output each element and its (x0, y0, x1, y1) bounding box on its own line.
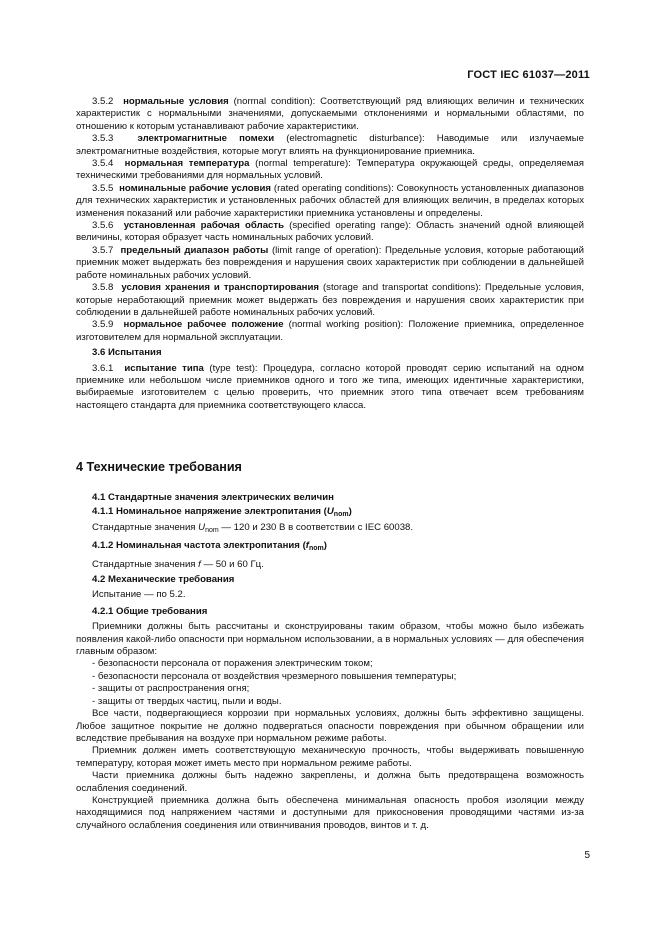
clause-number: 3.5.2 (92, 96, 114, 107)
heading-text: ) (348, 506, 352, 518)
clause-number: 3.5.4 (92, 158, 114, 170)
paragraph (76, 745, 584, 770)
text: — 120 и 230 В в соответствии с IEC 60038. (218, 521, 414, 533)
text: Испытание — по 5.2. (92, 589, 186, 601)
definition-3-5-5 (76, 183, 584, 220)
subscript: nom (308, 545, 324, 553)
definition-3-5-3 (76, 133, 584, 158)
clause-number: 3.5.9 (92, 319, 114, 331)
term: испытание типа (124, 362, 204, 374)
definition-text: (normal condition): Соответствующий ряд влияющих величин и технических характеристик с нормальными значениями, допускаемыми отклонениями и нормальными областями, по отношению к которым устанавливают рабочие характеристики. (76, 96, 584, 132)
term: нормальные условия (123, 96, 229, 107)
section-4-1-1-heading (76, 506, 584, 521)
definition-3-5-6 (76, 220, 584, 245)
definition-text: (normal temperature): Температура окружающей среды, определяемая техническими требованиями для нормальных условий. (76, 158, 584, 182)
heading-text: ) (323, 540, 327, 552)
text: Приемники должны быть рассчитаны и сконструированы таким образом, чтобы можно было избежать появления какой-либо опасности при нормальном использовании, а в нормальных условиях — для обеспечения главным образом: (76, 621, 584, 658)
definition-3-5-4 (76, 158, 584, 183)
subscript: nom (333, 511, 349, 519)
heading-text: 4.2 Механические требования (92, 574, 235, 586)
definition-text: (normal working position): Положение приемника, определенное изготовителем для нормальной эксплуатации. (76, 319, 584, 343)
clause-number: 3.6.1 (92, 362, 114, 374)
heading-text: 4.2.1 Общие требования (92, 605, 208, 617)
clause-number: 3.5.3 (92, 133, 114, 145)
definition-text: (rated operating conditions): Совокупность установленных диапазонов для технических характеристик и установленных рабочих областей для влияющих величин, в пределах которых изменения показаний или рабочие характеристики приемника установлены и определены. (76, 182, 584, 219)
heading-text: 4.1.1 Номинальное напряжение электропитания ( (92, 506, 327, 518)
list-item (76, 696, 584, 708)
text: - защиты от твердых частиц, пыли и воды. (92, 695, 282, 707)
text: Части приемника должны быть надежно закреплены, и должна быть предотвращена возможность ослабления соединений. (76, 770, 584, 794)
term: нормальное рабочее положение (123, 319, 284, 331)
definition-3-5-2 (76, 96, 584, 133)
text: - безопасности персонала от воздействия чрезмерного повышения температуры; (92, 670, 457, 682)
paragraph (76, 770, 584, 795)
text: - защиты от распространения огня; (92, 683, 250, 695)
list-item (76, 683, 584, 695)
term: электромагнитные помехи (137, 133, 275, 145)
heading-text: 4.1 Стандартные значения электрических величин (92, 492, 334, 503)
clause-number: 3.5.5 (92, 182, 114, 194)
section-4-1-2-text (76, 559, 584, 571)
text: Конструкцией приемника должна быть обеспечена минимальная опасность пробоя изоляции между находящимися под напряжением частями и доступными для прикосновения проводящими частями из-за случайного ослабления соединения или отвинчивания проводов, винтов и т. д. (76, 794, 584, 831)
heading-text: 3.6 Испытания (92, 347, 162, 359)
symbol: U (198, 521, 206, 533)
paragraph (76, 795, 584, 832)
definition-3-5-8 (76, 282, 584, 319)
standard-code-header: ГОСТ IEC 61037—2011 (467, 69, 590, 81)
symbol: U (326, 506, 334, 518)
section-4-2-1-heading (76, 606, 584, 618)
symbol: f (198, 558, 201, 570)
definition-3-5-9 (76, 319, 584, 344)
term: нормальная температура (124, 158, 250, 170)
definition-text: (limit range of operation): Предельные условия, которые работающий приемник может выдержать без повреждения и нарушения своих характеристик при соблюдении в дальнейшей работе номинальных рабочих условий. (76, 244, 584, 281)
paragraph (76, 708, 584, 745)
clause-number: 3.5.6 (92, 220, 114, 232)
term: номинальные рабочие условия (119, 182, 272, 194)
page-number: 5 (584, 850, 590, 861)
clause-number: 3.5.8 (92, 282, 114, 294)
definition-text: (specified operating range): Область значений одной влияющей величины, которая образует часть номинальных рабочих условий. (76, 220, 584, 244)
section-4-2-text (76, 589, 584, 601)
definitions-block (76, 96, 584, 412)
text: Все части, подвергающиеся коррозии при нормальных условиях, должны быть эффективно защищены. Любое защитное покрытие не должно подвергаться опасности повреждения при обычном обращении или вследствие пребывания на воздухе при нормальном режиме работы. (76, 708, 584, 744)
term: предельный диапазон работы (120, 244, 269, 256)
term: установленная рабочая область (123, 220, 284, 232)
symbol: f (305, 540, 309, 552)
definition-3-5-7 (76, 245, 584, 282)
heading-text: 4.1.2 Номинальная частота электропитания ( (92, 540, 306, 552)
subscript: nom (205, 526, 219, 534)
term: условия хранения и транспортирования (121, 282, 319, 294)
text: - безопасности персонала от поражения электрическим током; (92, 658, 373, 670)
text: — 50 и 60 Гц. (200, 558, 264, 570)
section-4-1-heading (76, 492, 584, 504)
definition-text: (electromagnetic disturbance): Наводимые или излучаемые электромагнитные воздействия, которые могут влиять на функционирование приемника. (76, 133, 584, 157)
list-item (76, 671, 584, 683)
section-4-1-1-text (76, 522, 584, 537)
definition-text: (type test): Процедура, согласно которой проводят серию испытаний на одном приемнике или небольшом числе приемников одного и того же типа, имеющих идентичные характеристики, выбираемые изготовителем с целью проверить, что приемник этого типа отвечает всем требованиям настоящего стандарта для приемника соответствующего класса. (76, 362, 584, 411)
list-item (76, 658, 584, 670)
paragraph (76, 621, 584, 658)
section-4-2-heading (76, 574, 584, 586)
text: Стандартные значения (92, 558, 199, 570)
definition-text: (storage and transportat conditions): Предельные условия, которые неработающий приемник может выдержать без повреждения и нарушения своих характеристик при соблюдении в дальнейшей работе номинальных рабочих условий. (76, 282, 584, 318)
section-4-body (76, 492, 584, 832)
section-4-heading: 4 Технические требования (76, 460, 242, 474)
text: Стандартные значения (92, 521, 199, 533)
definition-3-6-1 (76, 363, 584, 413)
section-3-6-heading (76, 347, 584, 359)
section-4-1-2-heading (76, 540, 584, 555)
text: Приемник должен иметь соответствующую механическую прочность, чтобы выдерживать повышенную температуру, которая может иметь место при нормальном режиме работы. (76, 745, 584, 769)
clause-number: 3.5.7 (92, 244, 114, 256)
